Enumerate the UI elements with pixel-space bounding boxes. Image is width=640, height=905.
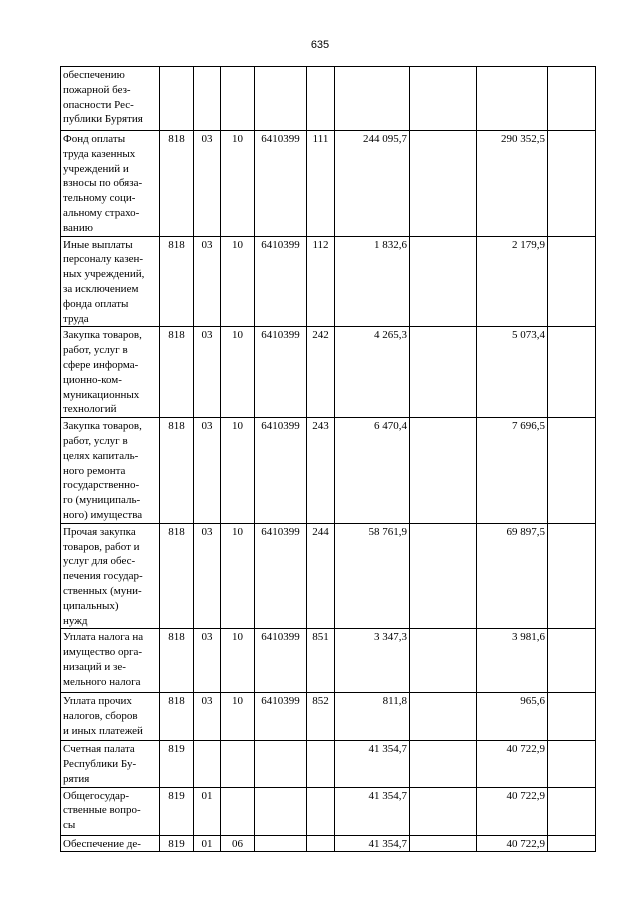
row-empty-cell-2 xyxy=(548,693,596,741)
row-rz-cell: 01 xyxy=(194,835,221,852)
row-gr-cell: 819 xyxy=(160,741,194,787)
row-pr-cell xyxy=(221,787,255,835)
row-csr-cell: 6410399 xyxy=(255,418,307,524)
row-empty-cell-2 xyxy=(548,236,596,327)
row-rz-cell: 03 xyxy=(194,523,221,629)
row-empty-cell-1 xyxy=(410,787,477,835)
row-sum-year2-cell: 40 722,9 xyxy=(477,835,548,852)
row-gr-cell: 818 xyxy=(160,693,194,741)
row-sum-year2-cell: 40 722,9 xyxy=(477,787,548,835)
budget-table-body xyxy=(61,67,596,852)
row-sum-year1-cell: 3 347,3 xyxy=(335,629,410,693)
row-pr-cell: 10 xyxy=(221,629,255,693)
row-name-cell: Обеспечение де- xyxy=(61,835,160,852)
table-row xyxy=(61,327,596,418)
row-name-cell: обеспечению пожарной без- опасности Рес- публики Бурятия xyxy=(61,67,160,131)
row-vr-cell: 111 xyxy=(307,131,335,237)
row-sum-year2-cell: 40 722,9 xyxy=(477,741,548,787)
row-sum-year1-cell: 41 354,7 xyxy=(335,787,410,835)
row-sum-year2-cell: 290 352,5 xyxy=(477,131,548,237)
row-vr-cell xyxy=(307,787,335,835)
row-rz-cell: 03 xyxy=(194,236,221,327)
row-sum-year1-cell: 41 354,7 xyxy=(335,835,410,852)
row-empty-cell-1 xyxy=(410,327,477,418)
row-rz-cell: 03 xyxy=(194,629,221,693)
row-name-cell: Прочая закупка товаров, работ и услуг для обес- печения государ- ственных (муни- ципальных) нужд xyxy=(61,523,160,629)
row-name-cell: Общегосудар- ственные вопро- сы xyxy=(61,787,160,835)
row-rz-cell: 01 xyxy=(194,787,221,835)
row-empty-cell-2 xyxy=(548,629,596,693)
row-vr-cell: 242 xyxy=(307,327,335,418)
table-row xyxy=(61,523,596,629)
row-empty-cell-2 xyxy=(548,523,596,629)
row-name-cell: Уплата прочих налогов, сборов и иных платежей xyxy=(61,693,160,741)
row-pr-cell: 06 xyxy=(221,835,255,852)
row-csr-cell xyxy=(255,741,307,787)
row-empty-cell-1 xyxy=(410,741,477,787)
row-gr-cell xyxy=(160,67,194,131)
row-sum-year2-cell: 2 179,9 xyxy=(477,236,548,327)
table-row xyxy=(61,787,596,835)
row-empty-cell-1 xyxy=(410,835,477,852)
row-pr-cell: 10 xyxy=(221,131,255,237)
table-row xyxy=(61,693,596,741)
row-rz-cell: 03 xyxy=(194,693,221,741)
table-row xyxy=(61,741,596,787)
row-gr-cell: 818 xyxy=(160,418,194,524)
row-empty-cell-1 xyxy=(410,131,477,237)
table-row xyxy=(61,418,596,524)
row-vr-cell: 112 xyxy=(307,236,335,327)
row-sum-year1-cell: 1 832,6 xyxy=(335,236,410,327)
row-rz-cell: 03 xyxy=(194,131,221,237)
row-sum-year2-cell xyxy=(477,67,548,131)
row-csr-cell: 6410399 xyxy=(255,131,307,237)
row-name-cell: Иные выплаты персоналу казен- ных учреждений, за исключением фонда оплаты труда xyxy=(61,236,160,327)
row-empty-cell-1 xyxy=(410,236,477,327)
row-gr-cell: 818 xyxy=(160,629,194,693)
row-sum-year1-cell: 244 095,7 xyxy=(335,131,410,237)
row-pr-cell: 10 xyxy=(221,418,255,524)
row-empty-cell-1 xyxy=(410,523,477,629)
row-pr-cell: 10 xyxy=(221,236,255,327)
row-sum-year2-cell: 7 696,5 xyxy=(477,418,548,524)
row-pr-cell: 10 xyxy=(221,523,255,629)
row-sum-year1-cell: 41 354,7 xyxy=(335,741,410,787)
table-row xyxy=(61,629,596,693)
table-row xyxy=(61,835,596,852)
row-sum-year2-cell: 965,6 xyxy=(477,693,548,741)
row-gr-cell: 818 xyxy=(160,131,194,237)
row-vr-cell: 243 xyxy=(307,418,335,524)
row-pr-cell: 10 xyxy=(221,693,255,741)
row-csr-cell: 6410399 xyxy=(255,523,307,629)
row-csr-cell: 6410399 xyxy=(255,629,307,693)
table-row xyxy=(61,236,596,327)
row-csr-cell: 6410399 xyxy=(255,236,307,327)
row-sum-year1-cell: 6 470,4 xyxy=(335,418,410,524)
row-gr-cell: 818 xyxy=(160,523,194,629)
row-name-cell: Уплата налога на имущество орга- низаций и зе- мельного налога xyxy=(61,629,160,693)
row-csr-cell xyxy=(255,835,307,852)
row-rz-cell xyxy=(194,741,221,787)
row-rz-cell xyxy=(194,67,221,131)
row-empty-cell-2 xyxy=(548,741,596,787)
row-sum-year2-cell: 3 981,6 xyxy=(477,629,548,693)
row-vr-cell: 244 xyxy=(307,523,335,629)
row-csr-cell xyxy=(255,67,307,131)
row-vr-cell: 852 xyxy=(307,693,335,741)
row-sum-year2-cell: 69 897,5 xyxy=(477,523,548,629)
budget-table xyxy=(60,66,596,852)
row-name-cell: Закупка товаров, работ, услуг в сфере информа- ционно-ком- муникационных технологий xyxy=(61,327,160,418)
row-csr-cell: 6410399 xyxy=(255,327,307,418)
row-pr-cell xyxy=(221,741,255,787)
row-vr-cell xyxy=(307,835,335,852)
row-empty-cell-2 xyxy=(548,835,596,852)
row-sum-year2-cell: 5 073,4 xyxy=(477,327,548,418)
row-sum-year1-cell: 811,8 xyxy=(335,693,410,741)
row-pr-cell xyxy=(221,67,255,131)
row-empty-cell-2 xyxy=(548,327,596,418)
row-name-cell: Фонд оплаты труда казенных учреждений и взносы по обяза- тельному соци- альному страхо- ванию xyxy=(61,131,160,237)
row-gr-cell: 819 xyxy=(160,835,194,852)
row-gr-cell: 818 xyxy=(160,236,194,327)
row-name-cell: Счетная палата Республики Бу- рятия xyxy=(61,741,160,787)
row-sum-year1-cell: 4 265,3 xyxy=(335,327,410,418)
row-pr-cell: 10 xyxy=(221,327,255,418)
row-empty-cell-1 xyxy=(410,418,477,524)
row-vr-cell xyxy=(307,741,335,787)
page-number: 635 xyxy=(310,39,330,51)
row-empty-cell-2 xyxy=(548,131,596,237)
row-csr-cell xyxy=(255,787,307,835)
row-gr-cell: 818 xyxy=(160,327,194,418)
row-vr-cell xyxy=(307,67,335,131)
row-vr-cell: 851 xyxy=(307,629,335,693)
row-rz-cell: 03 xyxy=(194,418,221,524)
row-empty-cell-1 xyxy=(410,693,477,741)
table-row xyxy=(61,67,596,131)
row-empty-cell-1 xyxy=(410,67,477,131)
row-empty-cell-2 xyxy=(548,418,596,524)
row-empty-cell-1 xyxy=(410,629,477,693)
row-sum-year1-cell: 58 761,9 xyxy=(335,523,410,629)
row-sum-year1-cell xyxy=(335,67,410,131)
row-name-cell: Закупка товаров, работ, услуг в целях капиталь- ного ремонта государственно- го (муниципаль- ного) имущества xyxy=(61,418,160,524)
row-empty-cell-2 xyxy=(548,787,596,835)
table-row xyxy=(61,131,596,237)
row-csr-cell: 6410399 xyxy=(255,693,307,741)
row-rz-cell: 03 xyxy=(194,327,221,418)
row-gr-cell: 819 xyxy=(160,787,194,835)
row-empty-cell-2 xyxy=(548,67,596,131)
